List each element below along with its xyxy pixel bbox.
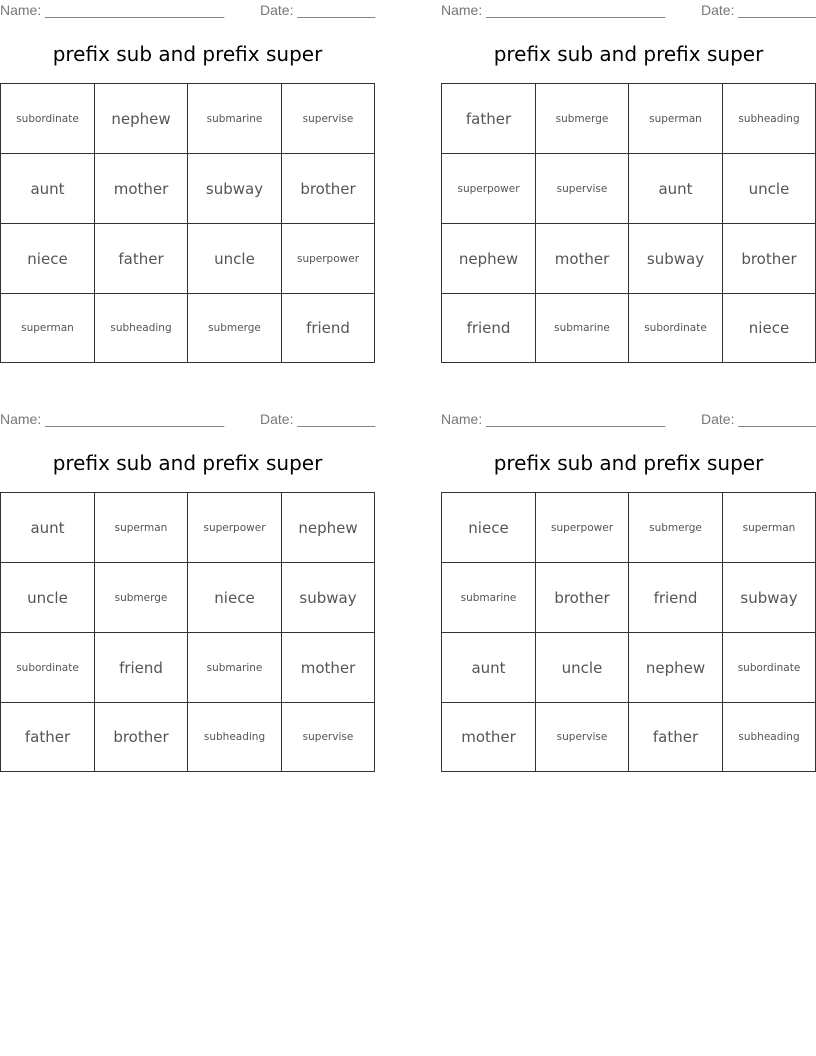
bingo-card-2 — [441, 0, 816, 364]
bingo-cell: brother — [723, 224, 815, 294]
bingo-cell: brother — [282, 154, 374, 224]
bingo-cell: subordinate — [723, 633, 815, 703]
bingo-cell: aunt — [1, 154, 95, 224]
bingo-cell: submerge — [536, 84, 629, 154]
bingo-cell: submerge — [629, 493, 723, 563]
name-field-label: Name: _______________________ — [441, 2, 666, 18]
name-field-label: Name: _______________________ — [0, 411, 225, 427]
card-title: prefix sub and prefix super — [493, 42, 764, 66]
name-field-label: Name: _______________________ — [0, 2, 225, 18]
name-field-label: Name: _______________________ — [441, 411, 666, 427]
bingo-cell: brother — [95, 703, 188, 771]
name-date-line — [0, 411, 375, 429]
bingo-cell: aunt — [1, 493, 95, 563]
bingo-cell: mother — [95, 154, 188, 224]
bingo-grid — [441, 492, 816, 772]
bingo-cell: niece — [1, 224, 95, 294]
bingo-cell: mother — [536, 224, 629, 294]
bingo-cell: friend — [442, 294, 536, 362]
bingo-cell: friend — [306, 319, 350, 337]
bingo-cell: niece — [442, 493, 536, 563]
bingo-cell: subordinate — [629, 294, 723, 362]
bingo-cell: friend — [95, 633, 188, 703]
bingo-cell: subheading — [188, 703, 282, 771]
bingo-cell: supervise — [536, 154, 629, 224]
bingo-cell: subway — [629, 224, 723, 294]
bingo-cell: submarine — [188, 633, 282, 703]
bingo-cell: submerge — [188, 294, 282, 362]
bingo-cell: subheading — [738, 731, 800, 743]
bingo-cell: nephew — [95, 84, 188, 154]
bingo-cell: friend — [629, 563, 723, 633]
bingo-cell: father — [442, 84, 536, 154]
bingo-cell: niece — [188, 563, 282, 633]
bingo-cell: aunt — [442, 633, 536, 703]
bingo-cell: uncle — [1, 563, 95, 633]
bingo-cell: father — [629, 703, 723, 771]
bingo-cell: superman — [629, 84, 723, 154]
bingo-cell: subordinate — [1, 84, 95, 154]
bingo-cell: submarine — [188, 84, 282, 154]
bingo-cell: uncle — [188, 224, 282, 294]
date-field-label: Date: __________ — [701, 2, 816, 18]
bingo-cell: superman — [95, 493, 188, 563]
bingo-cell: supervise — [282, 84, 374, 154]
bingo-cell: submerge — [95, 563, 188, 633]
bingo-cell: subheading — [95, 294, 188, 362]
date-field-label: Date: __________ — [701, 411, 816, 427]
bingo-card-4 — [441, 409, 816, 773]
name-date-line — [441, 411, 816, 429]
bingo-cell: superman — [1, 294, 95, 362]
bingo-cell: superpower — [282, 224, 374, 294]
bingo-grid — [0, 83, 375, 363]
card-title: prefix sub and prefix super — [52, 451, 323, 475]
bingo-cell: subordinate — [1, 633, 95, 703]
bingo-cell: nephew — [629, 633, 723, 703]
date-field-label: Date: __________ — [260, 411, 376, 427]
bingo-card-1 — [0, 0, 375, 364]
bingo-cell: subway — [282, 563, 374, 633]
bingo-cell: uncle — [536, 633, 629, 703]
bingo-cell: submarine — [536, 294, 629, 362]
bingo-cell: subway — [188, 154, 282, 224]
bingo-cell: mother — [282, 633, 374, 703]
bingo-cell: supervise — [536, 703, 629, 771]
bingo-grid — [0, 492, 375, 772]
name-date-line — [441, 2, 816, 20]
bingo-cell: nephew — [442, 224, 536, 294]
card-title: prefix sub and prefix super — [493, 451, 764, 475]
bingo-grid — [441, 83, 816, 363]
bingo-cell: niece — [748, 319, 790, 337]
bingo-cell: brother — [536, 563, 629, 633]
bingo-cell: superman — [723, 493, 815, 563]
date-field-label: Date: __________ — [260, 2, 376, 18]
card-title: prefix sub and prefix super — [52, 42, 323, 66]
bingo-cell: superpower — [536, 493, 629, 563]
bingo-cell: mother — [442, 703, 536, 771]
bingo-cell: aunt — [629, 154, 723, 224]
bingo-cell: nephew — [282, 493, 374, 563]
bingo-cell: superpower — [188, 493, 282, 563]
bingo-cell: supervise — [302, 731, 354, 743]
bingo-cell: uncle — [723, 154, 815, 224]
bingo-cell: father — [1, 703, 95, 771]
bingo-cell: subway — [723, 563, 815, 633]
bingo-cell: submarine — [442, 563, 536, 633]
bingo-cell: father — [95, 224, 188, 294]
bingo-cell: subheading — [723, 84, 815, 154]
bingo-card-3 — [0, 409, 375, 773]
bingo-cell: superpower — [442, 154, 536, 224]
name-date-line — [0, 2, 375, 20]
